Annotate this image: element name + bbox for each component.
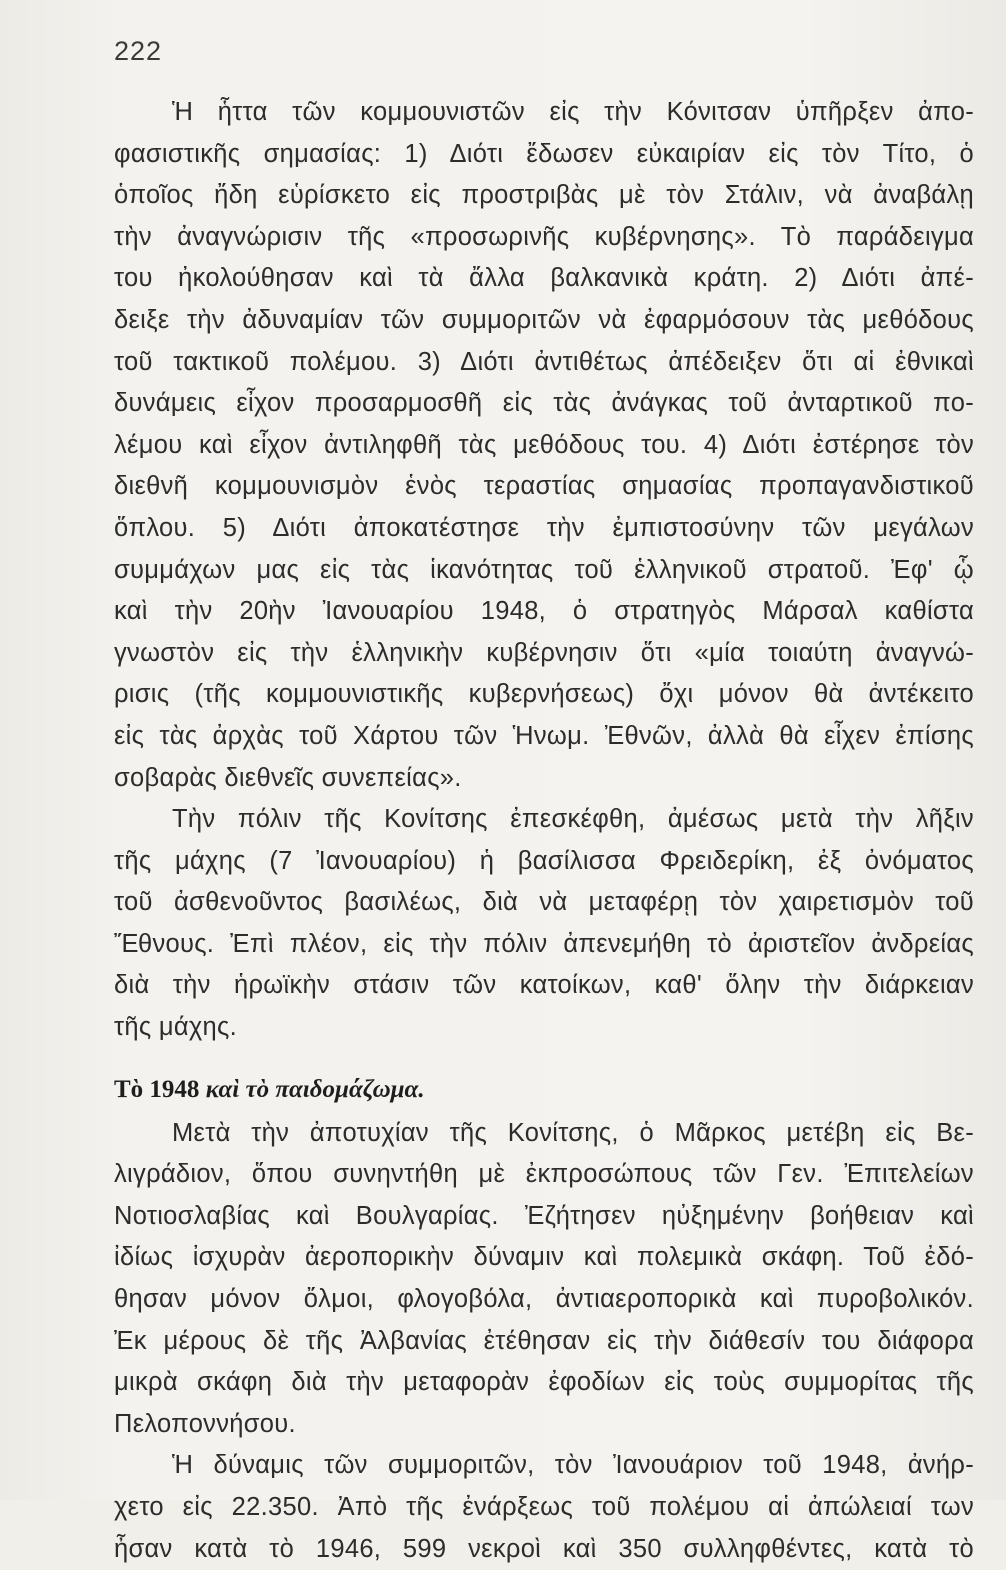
text-line: τὴν ἀναγνώρισιν τῆς «προσωρινῆς κυβέρνησης». Τὸ παράδειγμα bbox=[114, 222, 974, 251]
paragraph-4 bbox=[114, 1445, 974, 1570]
paragraph-2 bbox=[114, 799, 974, 1049]
text-line: γνωστὸν εἰς τὴν ἑλληνικὴν κυβέρνησιν ὅτι «μία τοιαύτη ἀναγνώ- bbox=[114, 638, 974, 667]
text-line: τοῦ τακτικοῦ πολέμου. 3) Διότι ἀντιθέτως ἀπέδειξεν ὅτι αἱ ἐθνικαὶ bbox=[114, 347, 974, 376]
paragraph-3 bbox=[114, 1113, 974, 1446]
text-line: λιγράδιον, ὅπου συνηντήθη μὲ ἐκπροσώπους τῶν Γεν. Ἐπιτελείων bbox=[114, 1160, 974, 1189]
text-line: σοβαρὰς διεθνεῖς συνεπείας». bbox=[114, 763, 462, 792]
text-line: θησαν μόνον ὄλμοι, φλογοβόλα, ἀντιαεροπορικὰ καὶ πυροβολικόν. bbox=[114, 1285, 974, 1314]
section-heading bbox=[114, 1067, 974, 1113]
text-line: εἰς τὰς ἀρχὰς τοῦ Χάρτου τῶν Ἡνωμ. Ἐθνῶν, ἀλλὰ θὰ εἶχεν ἐπίσης bbox=[114, 721, 974, 750]
text-line: Ἡ ἧττα τῶν κομμουνιστῶν εἰς τὴν Κόνιτσαν ὑπῆρξεν ἀπο- bbox=[172, 98, 974, 126]
text-line: φασιστικῆς σημασίας: 1) Διότι ἔδωσεν εὐκαιρίαν εἰς τὸν Τίτο, ὁ bbox=[114, 139, 974, 168]
text-line: Πελοποννήσου. bbox=[114, 1409, 296, 1438]
text-line: τῆς μάχης (7 Ἰανουαρίου) ἡ βασίλισσα Φρειδερίκη, ἐξ ὀνόματος bbox=[114, 846, 974, 875]
section-heading-italic: καὶ τὸ παιδομάζωμα. bbox=[205, 1075, 425, 1103]
text-line: χετο εἰς 22.350. Ἀπὸ τῆς ἐνάρξεως τοῦ πολέμου αἱ ἀπώλειαί των bbox=[114, 1493, 974, 1521]
text-line: ἰδίως ἰσχυρὰν ἀεροπορικὴν δύναμιν καὶ πολεμικὰ σκάφη. Τοῦ ἐδό- bbox=[114, 1243, 974, 1272]
text-line: διὰ τὴν ἡρωϊκὴν στάσιν τῶν κατοίκων, καθ' ὅλην τὴν διάρκειαν bbox=[114, 971, 974, 1000]
body-text bbox=[114, 92, 974, 1570]
section-heading-prefix: Τὸ 1948 bbox=[114, 1075, 200, 1103]
text-line: διεθνῆ κομμουνισμὸν ἑνὸς τεραστίας σημασίας προπαγανδιστικοῦ bbox=[114, 472, 974, 501]
text-line: τοῦ ἀσθενοῦντος βασιλέως, διὰ νὰ μεταφέρῃ τὸν χαιρετισμὸν τοῦ bbox=[114, 888, 974, 917]
text-line: τῆς μάχης. bbox=[114, 1013, 238, 1042]
text-line: Ἐκ μέρους δὲ τῆς Ἀλβανίας ἐτέθησαν εἰς τὴν διάθεσίν του διάφορα bbox=[114, 1326, 974, 1355]
text-line: Ἔθνους. Ἐπὶ πλέον, εἰς τὴν πόλιν ἀπενεμήθη τὸ ἀριστεῖον ἀνδρείας bbox=[114, 929, 974, 958]
paragraph-1 bbox=[114, 92, 974, 799]
text-line: Τὴν πόλιν τῆς Κονίτσης ἐπεσκέφθη, ἀμέσως μετὰ τὴν λῆξιν bbox=[172, 805, 974, 834]
text-line: δυνάμεις εἶχον προσαρμοσθῆ εἰς τὰς ἀνάγκας τοῦ ἀνταρτικοῦ πο- bbox=[114, 389, 974, 418]
text-line: του ἠκολούθησαν καὶ τὰ ἄλλα βαλκανικὰ κράτη. 2) Διότι ἀπέ- bbox=[114, 264, 974, 293]
text-line: καὶ τὴν 20ὴν Ἰανουαρίου 1948, ὁ στρατηγὸς Μάρσαλ καθίστα bbox=[114, 597, 974, 626]
text-line: Ἡ δύναμις τῶν συμμοριτῶν, τὸν Ἰανουάριον τοῦ 1948, ἀνήρ- bbox=[172, 1451, 974, 1480]
text-line: ὅπλου. 5) Διότι ἀποκατέστησε τὴν ἐμπιστοσύνην τῶν μεγάλων bbox=[114, 513, 974, 542]
text-line: Νοτιοσλαβίας καὶ Βουλγαρίας. Ἐζήτησεν ηὐξημένην βοήθειαν καὶ bbox=[114, 1201, 974, 1230]
text-line: ἦσαν κατὰ τὸ 1946, 599 νεκροὶ καὶ 350 συλληφθέντες, κατὰ τὸ bbox=[114, 1534, 974, 1563]
text-line: συμμάχων μας εἰς τὰς ἱκανότητας τοῦ ἑλληνικοῦ στρατοῦ. Ἐφ' ᾧ bbox=[114, 555, 974, 584]
text-line: Μετὰ τὴν ἀποτυχίαν τῆς Κονίτσης, ὁ Μᾶρκος μετέβη εἰς Βε- bbox=[172, 1118, 974, 1147]
text-line: δειξε τὴν ἀδυναμίαν τῶν συμμοριτῶν νὰ ἐφαρμόσουν τὰς μεθόδους bbox=[114, 305, 974, 334]
text-line: μικρὰ σκάφη διὰ τὴν μεταφορὰν ἐφοδίων εἰς τοὺς συμμορίτας τῆς bbox=[114, 1368, 974, 1397]
text-line: ὁποῖος ἤδη εὑρίσκετο εἰς προστριβὰς μὲ τὸν Στάλιν, νὰ ἀναβάλῃ bbox=[114, 181, 974, 210]
text-line: ρισις (τῆς κομμουνιστικῆς κυβερνήσεως) ὄχι μόνον θὰ ἀντέκειτο bbox=[114, 680, 974, 709]
page-number: 222 bbox=[114, 36, 163, 66]
text-line: λέμου καὶ εἶχον ἀντιληφθῆ τὰς μεθόδους του. 4) Διότι ἐστέρησε τὸν bbox=[114, 430, 974, 459]
